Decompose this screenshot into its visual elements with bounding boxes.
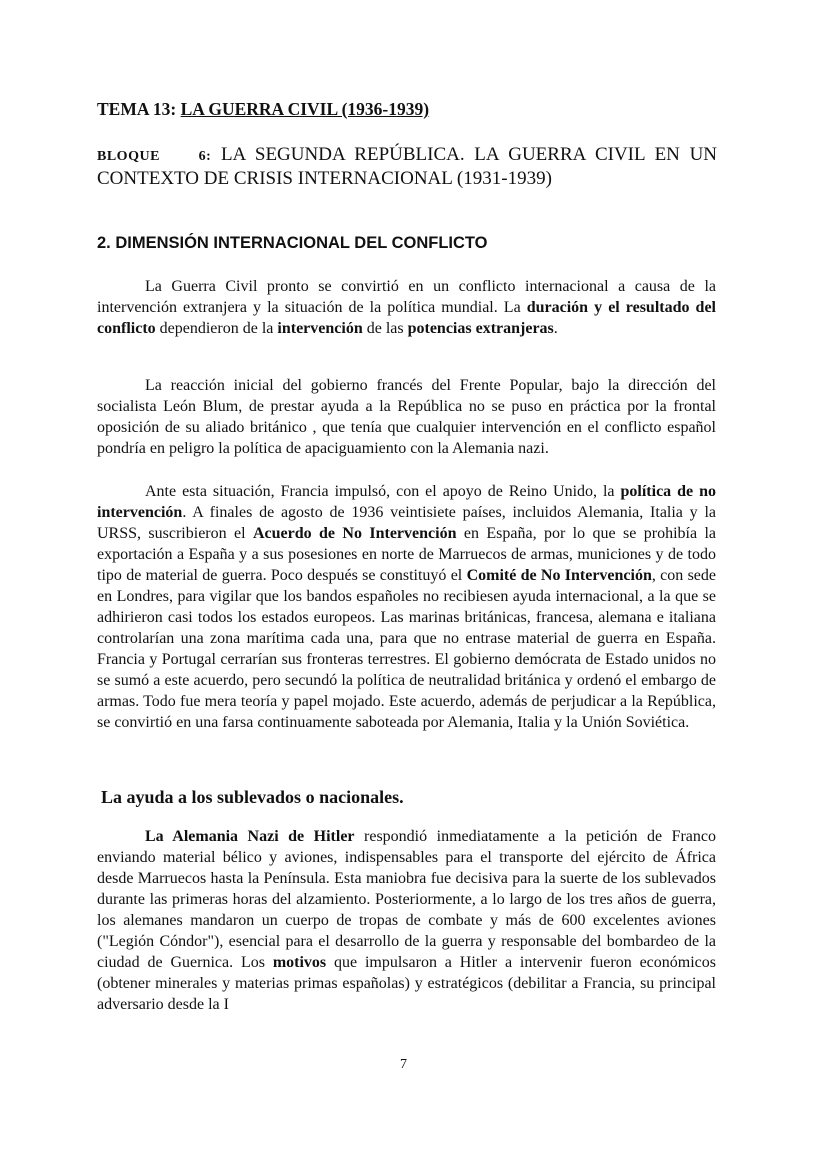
paragraph4-bold-2: motivos bbox=[272, 954, 327, 971]
paragraph3-text-4: , con sede en Londres, para vigilar que los bandos españoles no recibiesen ayuda internacional, a la que se adhirieron casi todos los estados europeos. Las marinas británicas, francesa, alemana e italiana controlarían una zona marítima cada una, para que no entrase material de guerra en España. Francia y Portugal cerrarían sus fronteras terrestres. El gobierno demócrata de Estado unidos no se sumó a este acuerdo, pero secundó la política de neutralidad británica y ordenó el embargo de armas. Todo fue mera teoría y papel mojado. Este acuerdo, además de perjudicar a la República, se convirtió en una farsa continuamente saboteada por Alemania, Italia y la Unión Soviética. bbox=[97, 567, 717, 731]
bloque-text: LA SEGUNDA REPÚBLICA. LA GUERRA CIVIL EN UN CONTEXTO DE CRISIS INTERNACIONAL (1931-1939) bbox=[97, 144, 718, 189]
paragraph-nazi-germany bbox=[97, 826, 716, 1015]
paragraph3-bold-3: Comité de No Intervención bbox=[466, 567, 652, 584]
tema-title: LA GUERRA CIVIL (1936-1939) bbox=[180, 99, 430, 119]
bloque-label: BLOQUE bbox=[97, 149, 160, 164]
section-heading: 2. DIMENSIÓN INTERNACIONAL DEL CONFLICTO bbox=[97, 234, 488, 252]
paragraph3-bold-1: política de no intervención bbox=[97, 483, 716, 521]
paragraph1-text-2: dependieron de la bbox=[155, 320, 278, 337]
bloque-heading bbox=[97, 144, 717, 190]
tema-prefix: TEMA 13: bbox=[97, 99, 181, 119]
paragraph3-bold-2: Acuerdo de No Intervención bbox=[252, 525, 457, 542]
paragraph3-text-1: Ante esta situación, Francia impulsó, con el apoyo de Reino Unido, la bbox=[145, 483, 621, 500]
page-number: 7 bbox=[400, 1057, 407, 1072]
paragraph-french-reaction: La reacción inicial del gobierno francés del Frente Popular, bajo la dirección del socialista León Blum, de prestar ayuda a la República no se puso en práctica por la frontal oposición de su aliado británico , que tenía que cualquier intervención en el conflicto español pondría en peligro la política de apaciguamiento con la Alemania nazi. bbox=[97, 377, 716, 457]
paragraph3-text-2: . A finales de agosto de 1936 veintisiete países, incluidos Alemania, Italia y la URSS, suscribieron el bbox=[97, 504, 716, 542]
subheading-nationalist-aid: La ayuda a los sublevados o nacionales. bbox=[101, 787, 404, 807]
paragraph1-text-4: . bbox=[553, 320, 558, 337]
paragraph4-text-1: respondió inmediatamente a la petición de Franco enviando material bélico y aviones, indispensables para el transporte del ejército de África desde Marruecos hasta la Península. Esta maniobra fue decisiva para la suerte de los sublevados durante las primeras horas del alzamiento. Posteriormente, a lo largo de los tres años de guerra, los alemanes mandaron un cuerpo de tropas de combate y más de 600 excelentes aviones ("Legión Cóndor"), esencial para el desarrollo de la guerra y responsable del bombardeo de la ciudad de Guernica. Los bbox=[97, 828, 717, 971]
paragraph1-text-3: de las bbox=[362, 320, 408, 337]
paragraph3-text-3: en España, por lo que se prohibía la exportación a España y a sus posesiones en norte de Marruecos de armas, municiones y de todo tipo de material de guerra. Poco después se constituyó el bbox=[97, 525, 717, 584]
paragraph1-bold-1: duración y el resultado del conflicto bbox=[97, 299, 716, 337]
paragraph-international-conflict bbox=[97, 276, 716, 339]
tema-heading bbox=[97, 99, 429, 120]
bloque-number: 6: bbox=[198, 149, 212, 164]
paragraph-non-intervention bbox=[97, 481, 716, 733]
paragraph4-bold-1: La Alemania Nazi de Hitler bbox=[145, 828, 355, 845]
paragraph4-text-2: que impulsaron a Hitler a intervenir fueron económicos (obtener minerales y materias primas españolas) y estratégicos (debilitar a Francia, su principal adversario desde la I bbox=[97, 954, 716, 1013]
paragraph1-text-1: La Guerra Civil pronto se convirtió en un conflicto internacional a causa de la intervención extranjera y la situación de la política mundial. La bbox=[97, 278, 716, 316]
paragraph1-bold-2: intervención bbox=[277, 320, 363, 337]
paragraph1-bold-3: potencias extranjeras bbox=[407, 320, 554, 337]
